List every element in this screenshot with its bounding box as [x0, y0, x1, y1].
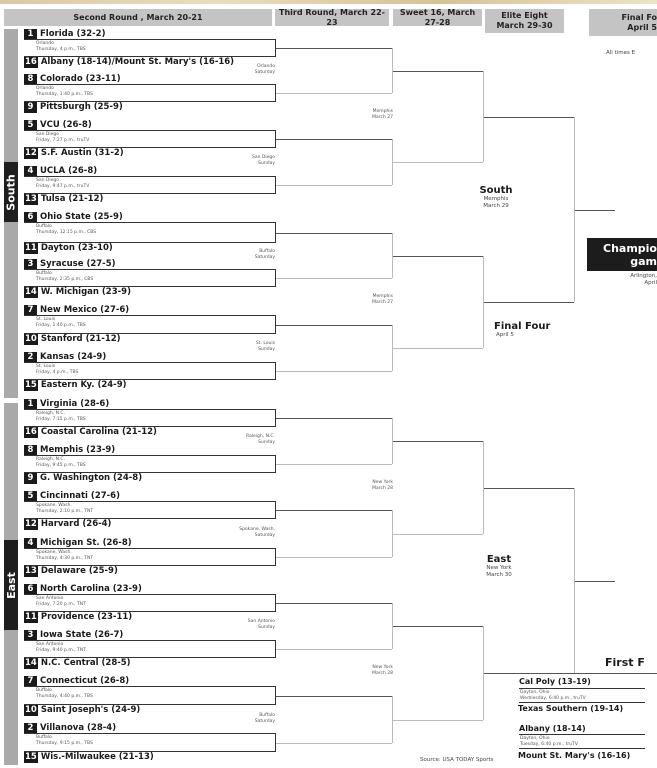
team-name: G. Washington (24-8) [40, 473, 143, 483]
site-day: Saturday [254, 719, 275, 724]
header-third-round-label: Third Round, March 22-23 [279, 7, 385, 27]
game-box [24, 409, 276, 427]
header-second-round-label: Second Round , March 20-21 [73, 12, 203, 22]
bracket-line [276, 510, 392, 511]
seed-badge: 8 [24, 445, 37, 456]
team-name: Cincinnati (27-6) [40, 491, 120, 501]
game-site: San Antonio [36, 596, 64, 601]
header-elite8-line2: March 29-30 [496, 21, 553, 30]
seed-badge: 16 [25, 56, 37, 67]
bracket-line [575, 581, 615, 582]
team-row[interactable] [24, 286, 131, 298]
game-site: St. Louis [36, 317, 56, 322]
site-city: Memphis [372, 109, 393, 114]
site-day: Sunday [258, 347, 275, 352]
game-site: Spokane, Wash. [36, 550, 72, 555]
game-time: Thursday, 4:40 p.m., TBS [36, 694, 93, 699]
bracket-line [393, 348, 483, 349]
game-time: Thursday, 2:10 p.m., TNT [36, 509, 94, 514]
seed-badge: 15 [25, 751, 37, 762]
game-time: Thursday, 2:35 p.m., CBS [36, 277, 94, 282]
elite8-south-name: South [479, 185, 513, 196]
team-name: Tulsa (21-12) [40, 194, 104, 204]
team-row[interactable] [24, 379, 127, 391]
final-four-date: April 5 [496, 332, 514, 338]
first-four-game1-box [519, 688, 645, 703]
site-day: Sunday [258, 625, 275, 630]
game-box [24, 594, 276, 612]
seed-badge: 9 [24, 102, 37, 113]
source-note: Source: USA TODAY Sports [420, 757, 494, 763]
championship-line1: Champio [603, 242, 657, 255]
team-name: VCU (26-8) [40, 120, 92, 130]
site-city: New York [372, 665, 393, 670]
game-box [24, 548, 276, 566]
championship-game-box [587, 238, 657, 271]
site-day: Saturday [254, 255, 275, 260]
site-date: March 27 [372, 300, 393, 305]
game-site: Buffalo [36, 688, 52, 693]
bracket-line [276, 93, 392, 94]
bracket-line [276, 696, 392, 697]
east-region-label: East [4, 540, 18, 630]
first-four-game1-site: Dayton, Ohio [520, 690, 550, 695]
game-time: Thursday, 4 p.m., TBS [36, 47, 86, 52]
game-box [24, 686, 276, 705]
seed-badge: 12 [25, 147, 37, 158]
sweet16-site [340, 109, 393, 121]
bracket-line [276, 464, 392, 465]
bracket-line [276, 603, 392, 604]
seed-badge: 13 [25, 565, 37, 576]
team-name: Saint Joseph's (24-9) [40, 705, 141, 715]
bracket-line [276, 278, 392, 279]
team-row[interactable] [24, 611, 132, 623]
bracket-line [276, 371, 392, 372]
game-site: Raleigh, N.C. [36, 411, 65, 416]
seed-badge: 15 [25, 379, 37, 390]
team-name: Colorado (23-11) [40, 74, 121, 84]
team-row[interactable] [24, 565, 118, 577]
seed-badge: 10 [25, 333, 37, 344]
game-time: Thursday, 9:15 p.m., TBS [36, 741, 93, 746]
seed-badge: 5 [24, 491, 37, 502]
elite8-east-date: March 30 [486, 572, 512, 578]
site-date: March 27 [372, 115, 393, 120]
team-name: Connecticut (26-8) [40, 676, 130, 686]
seed-badge: 11 [25, 611, 37, 622]
game-site: Spokane, Wash. [36, 503, 72, 508]
game-box [24, 39, 276, 57]
seed-badge: 1 [24, 29, 37, 40]
team-name: Albany (18-14)/Mount St. Mary's (16-16) [40, 57, 235, 67]
final-four-label [494, 321, 550, 338]
team-name: North Carolina (23-9) [40, 584, 142, 594]
site-day: Sunday [258, 440, 275, 445]
seed-badge: 2 [24, 352, 37, 363]
team-name: Florida (32-2) [40, 29, 106, 39]
seed-badge: 6 [24, 212, 37, 223]
team-name: W. Michigan (23-9) [40, 287, 131, 297]
third-round-site [220, 434, 275, 446]
team-name: Wis.-Milwaukee (21-13) [40, 752, 154, 762]
elite8-east-label [477, 554, 521, 579]
site-city: Raleigh, N.C. [246, 434, 275, 439]
third-round-site [220, 341, 275, 353]
team-name: Harvard (26-4) [40, 519, 112, 529]
team-name: Stanford (21-12) [40, 334, 121, 344]
bracket-line [276, 325, 392, 326]
game-time: Thursday, 4:30 p.m., TNT [36, 556, 94, 561]
team-row[interactable] [24, 242, 113, 254]
game-site: Buffalo [36, 735, 52, 740]
team-name: Michigan St. (26-8) [40, 538, 132, 548]
game-box [24, 269, 276, 287]
game-box [24, 84, 276, 102]
team-row[interactable] [24, 147, 124, 159]
game-box [24, 640, 276, 658]
first-four-title: First F [605, 656, 645, 669]
team-name: Dayton (23-10) [40, 243, 113, 253]
elite8-south-date: March 29 [483, 203, 509, 209]
game-box [24, 362, 276, 380]
sweet16-site [340, 480, 393, 492]
team-name: S.F. Austin (31-2) [40, 148, 124, 158]
game-time: Thursday, 12:15 p.m., CBS [36, 230, 97, 235]
team-name: Villanova (28-4) [40, 723, 117, 733]
seed-badge: 11 [25, 242, 37, 253]
team-name: N.C. Central (28-5) [40, 658, 131, 668]
bracket-line [484, 117, 574, 118]
game-box [24, 130, 276, 148]
elite8-east-name: East [486, 554, 512, 565]
elite8-east-site: New York [486, 565, 512, 571]
championship-site-line1: Arlington, [630, 273, 657, 279]
elite8-south-label [475, 185, 517, 210]
final-four-title: Final Four [494, 321, 551, 332]
bracket-line [276, 185, 392, 186]
site-city: Memphis [372, 294, 393, 299]
header-elite8-line1: Elite Eight [501, 11, 548, 20]
team-name: Eastern Ky. (24-9) [40, 380, 127, 390]
site-date: March 28 [372, 671, 393, 676]
site-city: Spokane, Wash. [239, 527, 275, 532]
seed-badge: 14 [25, 657, 37, 668]
game-site: Buffalo [36, 224, 52, 229]
first-four-game2-box [519, 734, 645, 749]
game-time: Friday, 7:20 p.m., TNT [36, 602, 86, 607]
game-site: Raleigh, N.C. [36, 457, 65, 462]
game-box [24, 455, 276, 473]
seed-badge: 9 [24, 473, 37, 484]
team-row[interactable] [24, 657, 131, 669]
site-city: Orlando [257, 64, 275, 69]
game-site: San Diego [36, 132, 59, 137]
third-round-site [220, 713, 275, 725]
bracket-line [276, 557, 392, 558]
bracket-line [393, 534, 483, 535]
team-name: Virginia (28-6) [40, 399, 110, 409]
team-row[interactable] [24, 193, 103, 205]
team-name: Delaware (25-9) [40, 566, 118, 576]
team-row[interactable] [24, 56, 234, 68]
third-round-site [220, 155, 275, 167]
site-day: Sunday [258, 161, 275, 166]
championship-site-line2: April [644, 280, 657, 286]
seed-badge: 1 [24, 399, 37, 410]
first-four-game2-site: Dayton, Ohio [520, 736, 550, 741]
seed-badge: 14 [25, 286, 37, 297]
game-site: Orlando [36, 41, 54, 46]
bracket-line [393, 162, 483, 163]
game-time: Friday, 1:40 p.m., TBS [36, 323, 86, 328]
team-name: Pittsburgh (25-9) [40, 102, 123, 112]
game-site: Buffalo [36, 271, 52, 276]
bracket-line [393, 441, 483, 442]
seed-badge: 13 [25, 193, 37, 204]
third-round-site [220, 619, 275, 631]
first-four-game1-time: Wednesday, 6:40 p.m., truTV [520, 695, 586, 701]
team-row[interactable] [24, 472, 142, 484]
third-round-site [220, 64, 275, 76]
bracket-line [393, 720, 483, 721]
bracket-line [276, 418, 392, 419]
game-site: San Antonio [36, 642, 64, 647]
site-day: Saturday [254, 70, 275, 75]
game-box [24, 315, 276, 334]
team-name: Iowa State (26-7) [40, 630, 124, 640]
site-city: San Diego [252, 155, 275, 160]
bracket-line [276, 139, 392, 140]
header-elite8 [485, 9, 564, 33]
site-day: Saturday [254, 533, 275, 538]
third-round-site [220, 527, 275, 539]
first-four-game2-time: Tuesday, 6:40 p.m., truTV [520, 741, 578, 747]
seed-badge: 8 [24, 74, 37, 85]
header-second-round [4, 9, 272, 26]
seed-badge: 2 [24, 723, 37, 734]
game-site: Orlando [36, 86, 54, 91]
team-row[interactable] [24, 333, 121, 345]
bracket-line [276, 743, 392, 744]
first-four-rule [519, 673, 657, 674]
seed-badge: 6 [24, 584, 37, 595]
team-name: Ohio State (25-9) [40, 212, 123, 222]
first-four-game2-bottom: Mount St. Mary's (16-16) [518, 751, 631, 760]
team-name: Coastal Carolina (21-12) [40, 427, 157, 437]
seed-badge: 7 [24, 676, 37, 687]
team-name: Providence (23-11) [40, 612, 133, 622]
elite8-south-site: Memphis [483, 196, 509, 202]
game-box [24, 501, 276, 519]
bracket-line [276, 649, 392, 650]
seed-badge: 4 [24, 538, 37, 549]
game-time: Thursday, 1:40 p.m., TBS [36, 92, 93, 97]
team-name: Memphis (23-9) [40, 445, 116, 455]
site-city: Buffalo [259, 713, 275, 718]
first-four-game1-bottom: Texas Southern (19-14) [518, 704, 624, 713]
first-four-game2-top: Albany (18-14) [519, 724, 586, 733]
team-name: Kansas (24-9) [40, 352, 107, 362]
game-box [24, 176, 276, 194]
site-city: New York [372, 480, 393, 485]
header-sweet16 [393, 9, 482, 26]
header-sweet16-label: Sweet 16, March 27-28 [399, 7, 476, 27]
third-round-site [220, 249, 275, 261]
team-row[interactable] [24, 704, 140, 716]
game-time: Friday, 9:40 p.m., TNT [36, 648, 86, 653]
site-date: March 28 [372, 486, 393, 491]
header-final4-line2: April 5 [627, 22, 657, 32]
bracket-line [484, 488, 574, 489]
header-third-round [275, 9, 389, 26]
bracket-line [276, 233, 392, 234]
game-time: Friday, 7:15 p.m., TBS [36, 417, 86, 422]
game-site: St. Louis [36, 364, 56, 369]
bracket-line [575, 210, 615, 211]
header-final4-line1: Final Fo [621, 12, 657, 22]
seed-badge: 3 [24, 630, 37, 641]
team-row[interactable] [24, 518, 111, 530]
championship-line2: gam [630, 255, 657, 268]
site-city: St. Louis [255, 341, 275, 346]
bracket-line [393, 71, 483, 72]
team-row[interactable] [24, 101, 123, 113]
game-time: Friday, 9:47 p.m., truTV [36, 184, 90, 189]
game-time: Friday, 9:45 p.m., TBS [36, 463, 86, 468]
bracket-line [393, 256, 483, 257]
championship-site [600, 273, 657, 287]
seed-badge: 7 [24, 305, 37, 316]
bracket-line [484, 302, 574, 303]
seed-badge: 3 [24, 259, 37, 270]
header-final4 [589, 9, 657, 36]
seed-badge: 12 [25, 518, 37, 529]
site-city: San Antonio [247, 619, 275, 624]
game-box [24, 222, 276, 243]
seed-badge: 5 [24, 120, 37, 131]
team-name: New Mexico (27-6) [40, 305, 130, 315]
all-times-note: All times E [606, 50, 636, 56]
bracket-line [276, 48, 392, 49]
sweet16-site [340, 665, 393, 677]
top-decorative-strip [0, 0, 657, 4]
south-region-label: South [4, 162, 18, 222]
bracket-line [393, 626, 483, 627]
game-time: Friday, 4 p.m., TBS [36, 370, 79, 375]
game-site: San Diego [36, 178, 59, 183]
game-time: Friday, 7:27 p.m., truTV [36, 138, 90, 143]
seed-badge: 16 [25, 426, 37, 437]
team-row[interactable] [24, 426, 157, 438]
team-name: Syracuse (27-5) [40, 259, 116, 269]
first-four-game1-top: Cal Poly (13-19) [519, 677, 591, 686]
site-city: Buffalo [259, 249, 275, 254]
game-box [24, 733, 276, 752]
seed-badge: 4 [24, 166, 37, 177]
team-name: UCLA (26-8) [40, 166, 98, 176]
seed-badge: 10 [25, 704, 37, 715]
team-row[interactable] [24, 751, 154, 763]
sweet16-site [340, 294, 393, 306]
